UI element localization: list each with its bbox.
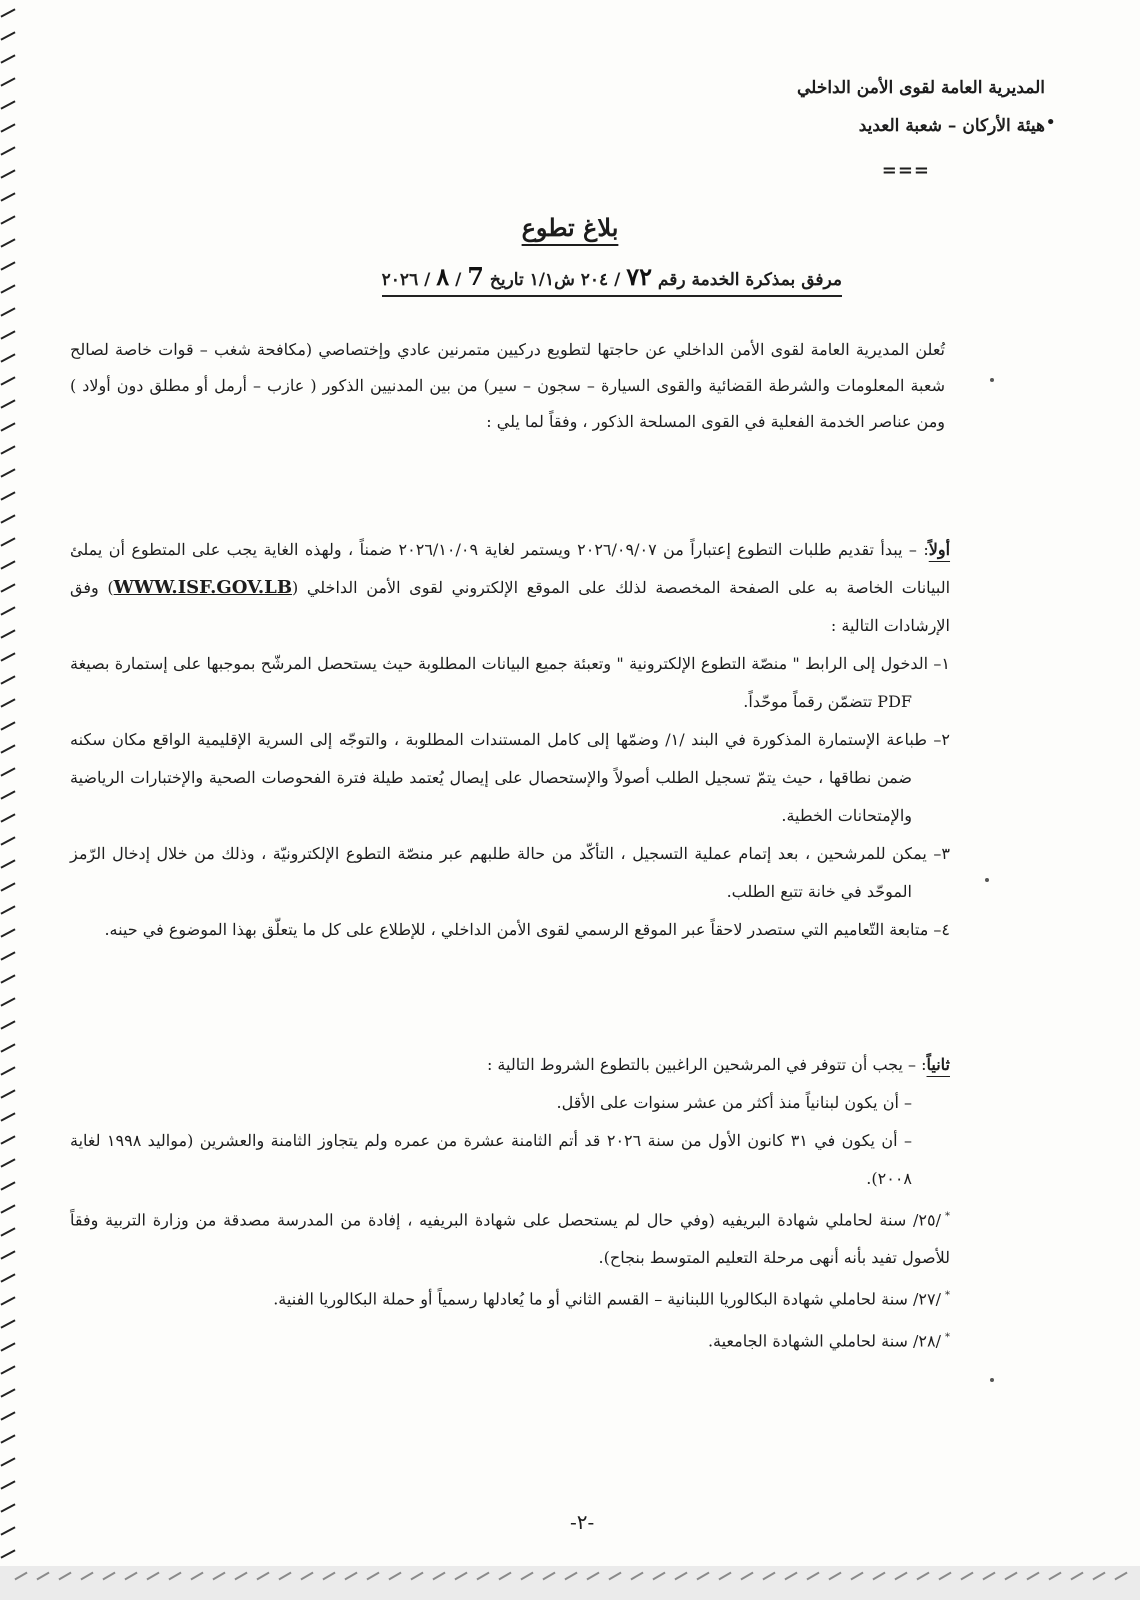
binding-tick <box>0 721 15 730</box>
header-directorate: المديرية العامة لقوى الأمن الداخلي <box>797 78 1045 98</box>
strip-tick <box>850 1572 863 1581</box>
strip-tick <box>564 1572 577 1581</box>
strip-tick <box>124 1572 137 1581</box>
binding-tick <box>0 1365 15 1374</box>
strip-tick <box>938 1572 951 1581</box>
binding-tick <box>0 744 15 753</box>
binding-tick <box>0 1181 15 1190</box>
list-item: ٢– طباعة الإستمارة المذكورة في البند /١/ وضمّها إلى كامل المستندات المطلوبة ، والتوجّه إلى السرية الإقليمية الواقع مكان سكنه ضمن نطاقها ، حيث يتمّ تسجيل الطلب أصولاً والإستحصال على إيصال يُعتمد طيلة فترة الفحوصات الصحية والإختبارات الرياضية والإمتحانات الخطية. <box>70 730 951 825</box>
next-page-edge <box>0 1566 1140 1600</box>
strip-tick <box>1026 1572 1039 1581</box>
binding-tick <box>0 491 15 500</box>
binding-tick <box>0 905 15 914</box>
binding-tick <box>0 514 15 523</box>
strip-tick <box>1048 1572 1061 1581</box>
binding-tick <box>0 54 15 63</box>
strip-tick <box>366 1572 379 1581</box>
binding-tick <box>0 100 15 109</box>
strip-tick <box>212 1572 225 1581</box>
strip-tick <box>58 1572 71 1581</box>
binding-tick <box>0 77 15 86</box>
binding-tick <box>0 8 15 17</box>
strip-tick <box>432 1572 445 1581</box>
binding-tick <box>0 974 15 983</box>
strip-tick <box>498 1572 511 1581</box>
strip-tick <box>80 1572 93 1581</box>
binding-tick <box>0 468 15 477</box>
header-department: هيئة الأركان – شعبة العديد <box>858 116 1045 136</box>
memo-number-handwritten: ٧٢ <box>626 262 652 291</box>
strip-tick <box>784 1572 797 1581</box>
strip-tick <box>190 1572 203 1581</box>
scan-speck <box>990 1378 994 1382</box>
condition-item: – أن يكون لبنانياً منذ أكثر من عشر سنوات على الأقل. <box>556 1093 912 1112</box>
bullet-dot: • <box>1045 112 1056 133</box>
binding-tick <box>0 31 15 40</box>
binding-tick <box>0 1434 15 1443</box>
strip-tick <box>300 1572 313 1581</box>
binding-tick <box>0 399 15 408</box>
binding-tick <box>0 1158 15 1167</box>
date-month-handwritten: ٨ <box>436 262 450 291</box>
strip-tick <box>388 1572 401 1581</box>
strip-tick <box>1070 1572 1083 1581</box>
header-divider: === <box>881 160 930 181</box>
strip-tick <box>278 1572 291 1581</box>
list-item: ٤– متابعة التّعاميم التي ستصدر لاحقاً عبر الموقع الرسمي لقوى الأمن الداخلي ، للإطلاع على كل ما يتعلّق بهذا الموضوع في حينه. <box>104 920 950 939</box>
strip-tick <box>102 1572 115 1581</box>
strip-tick <box>608 1572 621 1581</box>
section-first-label: أولاً <box>928 540 951 559</box>
intro-paragraph: تُعلن المديرية العامة لقوى الأمن الداخلي عن حاجتها لتطويع دركيين متمرنين عادي وإختصاصي (مكافحة شغب – قوات خاصة لصالح شعبة المعلومات والشرطة القضائية والقوى السيارة – سجون – سير) من بين المدنيين الذكور ( عازب – أرمل أو مطلق دون أولاد ) ومن عناصر الخدمة الفعلية في القوى المسلحة الذكور ، وفقاً لما يلي : <box>70 340 945 431</box>
binding-tick <box>0 284 15 293</box>
age-condition-item: */٢٧/ سنة لحاملي شهادة البكالوريا اللبنانية – القسم الثاني أو ما يُعادلها رسمياً أو حملة البكالوريا الفنية. <box>273 1289 950 1309</box>
binding-tick <box>0 606 15 615</box>
binding-tick <box>0 1526 15 1535</box>
binding-tick <box>0 629 15 638</box>
binding-tick <box>0 123 15 132</box>
binding-tick <box>0 951 15 960</box>
section-second-label: ثانياً <box>926 1055 950 1074</box>
binding-tick <box>0 1319 15 1328</box>
website-link[interactable]: WWW.ISF.GOV.LB <box>113 577 293 598</box>
list-item: ٣– يمكن للمرشحين ، بعد إتمام عملية التسجيل ، التأكّد من حالة طلبهم عبر منصّة التطوع الإلكترونيّة ، وذلك من خلال إدخال الرّمز الموحّد في خانة تتبع الطلب. <box>70 844 950 901</box>
strip-tick <box>586 1572 599 1581</box>
section-first <box>70 531 950 949</box>
strip-tick <box>806 1572 819 1581</box>
binding-tick <box>0 537 15 546</box>
binding-tick <box>0 192 15 201</box>
list-item: ١– الدخول إلى الرابط " منصّة التطوع الإلكترونية " وتعبئة جميع البيانات المطلوبة حيث يستحصل المرشّح بموجبها على إستمارة بصيغة PDF تتضمّن رقماً موحّداً. <box>70 654 950 711</box>
binding-tick <box>0 146 15 155</box>
strip-tick <box>520 1572 533 1581</box>
strip-tick <box>146 1572 159 1581</box>
binding-tick <box>0 1089 15 1098</box>
binding-tick <box>0 1549 15 1558</box>
strip-tick <box>256 1572 269 1581</box>
condition-item: – أن يكون في ٣١ كانون الأول من سنة ٢٠٢٦ قد أتم الثامنة عشرة من عمره ولم يتجاوز الثامنة والعشرين (مواليد ١٩٩٨ لغاية ٢٠٠٨). <box>70 1131 912 1188</box>
strip-tick <box>476 1572 489 1581</box>
strip-tick <box>652 1572 665 1581</box>
binding-tick <box>0 422 15 431</box>
binding-tick <box>0 1411 15 1420</box>
page-number: -٢- <box>570 1510 595 1534</box>
binding-tick <box>0 1342 15 1351</box>
strip-tick <box>344 1572 357 1581</box>
binding-tick <box>0 675 15 684</box>
strip-tick <box>410 1572 423 1581</box>
binding-tick <box>0 583 15 592</box>
section-first-lead: أولاً: – يبدأ تقديم طلبات التطوع إعتباراً من ٢٠٢٦/٠٩/٠٧ ويستمر لغاية ٢٠٢٦/١٠/٠٩ ضمناً ، ولهذه الغاية يجب على المتطوع أن يملئ البيانات الخاصة به على الصفحة المخصصة لذلك على الموقع الإلكتروني لقوى الأمن الداخلي (WWW.ISF.GOV.LB) وفق الإرشادات التالية : <box>70 540 951 635</box>
binding-tick <box>0 1296 15 1305</box>
strip-tick <box>36 1572 49 1581</box>
strip-tick <box>916 1572 929 1581</box>
strip-tick <box>982 1572 995 1581</box>
strip-tick <box>872 1572 885 1581</box>
strip-tick <box>14 1572 27 1581</box>
binding-tick <box>0 261 15 270</box>
strip-tick <box>828 1572 841 1581</box>
binding-tick <box>0 1273 15 1282</box>
strip-tick <box>696 1572 709 1581</box>
strip-tick <box>454 1572 467 1581</box>
strip-tick <box>674 1572 687 1581</box>
strip-tick <box>960 1572 973 1581</box>
section-second <box>70 1046 950 1360</box>
age-condition-item: */٢٥/ سنة لحاملي شهادة البريفيه (وفي حال لم يستحصل على شهادة البريفيه ، إفادة من المدرسة مصدقة من وزارة التربية وفقاً للأصول تفيد بأنه أنهى مرحلة التعليم المتوسط بنجاح). <box>70 1210 950 1268</box>
strip-tick <box>1092 1572 1105 1581</box>
scan-speck <box>990 378 994 382</box>
strip-tick <box>762 1572 775 1581</box>
binding-tick <box>0 1250 15 1259</box>
strip-tick <box>542 1572 555 1581</box>
strip-tick <box>168 1572 181 1581</box>
age-condition-item: */٢٨/ سنة لحاملي الشهادة الجامعية. <box>707 1330 950 1350</box>
binding-tick <box>0 997 15 1006</box>
binding-tick <box>0 1112 15 1121</box>
binding-tick <box>0 836 15 845</box>
strip-tick <box>894 1572 907 1581</box>
binding-tick <box>0 767 15 776</box>
binding-tick <box>0 1388 15 1397</box>
binding-tick <box>0 859 15 868</box>
binding-tick <box>0 376 15 385</box>
binding-tick <box>0 813 15 822</box>
date-day-handwritten: 7 <box>467 262 484 291</box>
binding-tick <box>0 330 15 339</box>
binding-tick <box>0 445 15 454</box>
binding-tick <box>0 1135 15 1144</box>
document-subtitle: مرفق بمذكرة الخدمة رقم ٧٢ / ٢٠٤ ش١/١ تاريخ 7 / ٨ / ٢٠٢٦ <box>382 262 842 297</box>
strip-tick <box>718 1572 731 1581</box>
binding-tick <box>0 1457 15 1466</box>
strip-tick <box>630 1572 643 1581</box>
binding-tick <box>0 652 15 661</box>
binding-tick <box>0 928 15 937</box>
binding-tick <box>0 882 15 891</box>
strip-tick <box>322 1572 335 1581</box>
binding-tick <box>0 1204 15 1213</box>
strip-tick <box>234 1572 247 1581</box>
binding-tick <box>0 1066 15 1075</box>
strip-tick <box>740 1572 753 1581</box>
section-second-lead: ثانياً: – يجب أن تتوفر في المرشحين الراغبين بالتطوع الشروط التالية : <box>486 1055 950 1074</box>
binding-tick <box>0 1503 15 1512</box>
strip-tick <box>1004 1572 1017 1581</box>
scan-speck <box>985 878 989 882</box>
binding-tick <box>0 1020 15 1029</box>
binding-tick <box>0 1227 15 1236</box>
binding-tick <box>0 1480 15 1489</box>
binding-tick <box>0 353 15 362</box>
document-title: بلاغ تطوع <box>521 213 619 242</box>
binding-tick <box>0 560 15 569</box>
binding-tick <box>0 169 15 178</box>
binding-tick <box>0 698 15 707</box>
strip-tick <box>1114 1572 1127 1581</box>
binding-tick <box>0 790 15 799</box>
binding-tick <box>0 1043 15 1052</box>
binding-tick <box>0 307 15 316</box>
